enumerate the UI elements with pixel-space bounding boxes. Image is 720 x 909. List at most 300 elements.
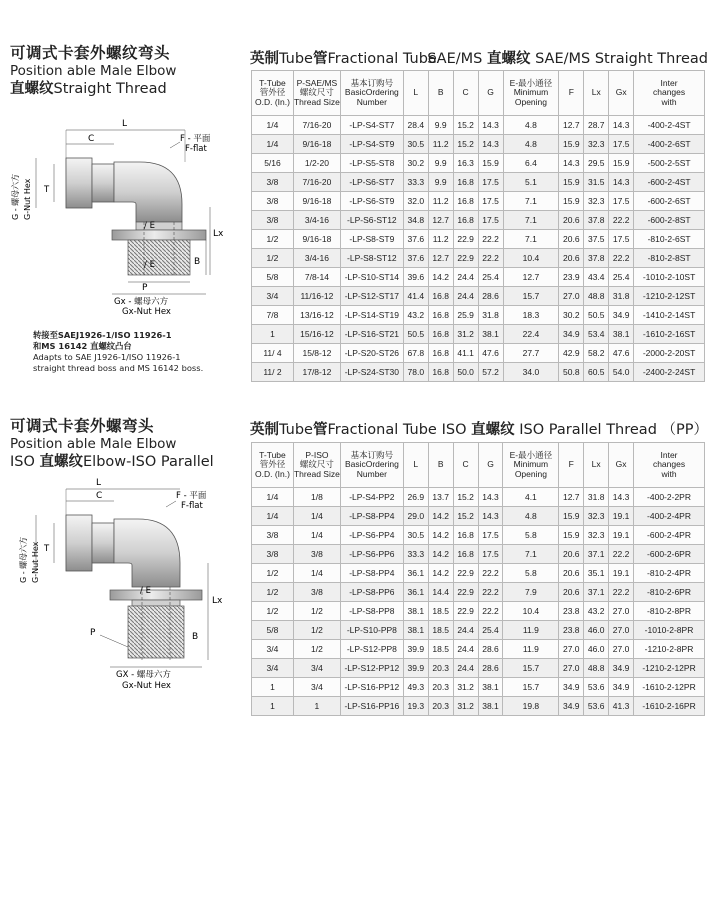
table-cell: 15.2 xyxy=(453,116,478,135)
column-header: L xyxy=(403,443,428,488)
table-cell: 16.8 xyxy=(428,306,453,325)
table-cell: 48.8 xyxy=(584,287,609,306)
table-cell: 34.8 xyxy=(403,211,428,230)
table-cell: 11.9 xyxy=(503,640,559,659)
table-cell: 19.1 xyxy=(609,507,634,526)
table-cell: 4.1 xyxy=(503,488,559,507)
table-cell: 22.9 xyxy=(453,602,478,621)
table-cell: 3/4-16 xyxy=(293,211,340,230)
table-cell: -LP-S8-PP6 xyxy=(340,583,403,602)
table-cell: -400-2-4ST xyxy=(634,116,705,135)
table-cell: 16.8 xyxy=(453,211,478,230)
table-cell: 1/2 xyxy=(252,602,294,621)
table-cell: 7/16-20 xyxy=(293,173,340,192)
table-cell: 27.0 xyxy=(609,640,634,659)
table-cell: -400-2-4PR xyxy=(634,507,705,526)
table-row xyxy=(252,249,705,268)
table-cell: 11.2 xyxy=(428,192,453,211)
table-cell: 1/4 xyxy=(252,507,294,526)
label-g-nut-en: G-Nut Hex xyxy=(31,541,40,583)
table-cell: 7/8-14 xyxy=(293,268,340,287)
table-cell: 38.1 xyxy=(478,697,503,716)
lock-nut xyxy=(110,590,202,600)
table-cell: 16.8 xyxy=(453,526,478,545)
table-cell: 24.4 xyxy=(453,268,478,287)
table-cell: 41.4 xyxy=(403,287,428,306)
table-cell: -LP-S12-PP8 xyxy=(340,640,403,659)
table-row xyxy=(252,268,705,287)
table-cell: -LP-S8-ST12 xyxy=(340,249,403,268)
table-cell: -1010-2-8PR xyxy=(634,621,705,640)
table-cell: 1/2 xyxy=(252,249,294,268)
table-cell: 34.9 xyxy=(609,659,634,678)
table-cell: -LP-S10-PP8 xyxy=(340,621,403,640)
section-title-block xyxy=(10,417,235,471)
subtitle: 直螺纹Straight Thread xyxy=(10,81,167,97)
table-cell: 28.4 xyxy=(403,116,428,135)
table-cell: 14.3 xyxy=(609,173,634,192)
table-cell: 22.9 xyxy=(453,564,478,583)
table-cell: 47.6 xyxy=(609,344,634,363)
table-cell: 47.6 xyxy=(478,344,503,363)
table-cell: -810-2-6ST xyxy=(634,230,705,249)
table-cell: 22.9 xyxy=(453,230,478,249)
table-cell: 36.1 xyxy=(403,564,428,583)
title-en: Position able Male Elbow xyxy=(10,63,177,79)
table-cell: 25.4 xyxy=(609,268,634,287)
table-cell: 15.7 xyxy=(503,287,559,306)
title-cn: 可调式卡套外螺弯头 xyxy=(10,417,155,435)
table-cell: 34.9 xyxy=(559,325,584,344)
spec-table-sae xyxy=(251,70,705,382)
table-cell: 38.1 xyxy=(609,325,634,344)
table-cell: 50.5 xyxy=(403,325,428,344)
table-cell: 1/2 xyxy=(293,602,340,621)
table-cell: 49.3 xyxy=(403,678,428,697)
table-cell: -LP-S24-ST30 xyxy=(340,363,403,382)
table-cell: 9.9 xyxy=(428,173,453,192)
table-cell: 22.2 xyxy=(609,211,634,230)
table-cell: 16.3 xyxy=(453,154,478,173)
table-cell: 7.1 xyxy=(503,211,559,230)
table-cell: 5/16 xyxy=(252,154,294,173)
table-cell: 20.3 xyxy=(428,697,453,716)
dim-B: B xyxy=(194,257,201,267)
table-cell: 14.2 xyxy=(428,564,453,583)
table-cell: 35.1 xyxy=(584,564,609,583)
table-cell: 17.5 xyxy=(478,173,503,192)
table-cell: 39.9 xyxy=(403,640,428,659)
table-cell: 7.1 xyxy=(503,545,559,564)
adapter-note: 转接至SAEJ1926-1/ISO 11926-1 和MS 16142 直螺纹凸台 Adapts to SAE J1926-1/ISO 11926-1 straight thread boss and MS 16142 boss. xyxy=(33,330,204,373)
column-header: C xyxy=(453,443,478,488)
table-header-left: 英制Tube管Fractional Tube xyxy=(250,422,437,438)
column-header: Lx xyxy=(584,443,609,488)
column-header: Inter changes with xyxy=(634,443,705,488)
table-cell: 31.8 xyxy=(584,488,609,507)
table-cell: -810-2-8ST xyxy=(634,249,705,268)
column-header: L xyxy=(403,71,428,116)
table-cell: 15.9 xyxy=(609,154,634,173)
table-cell: -1210-2-8PR xyxy=(634,640,705,659)
table-cell: 14.2 xyxy=(428,545,453,564)
table-cell: 10.4 xyxy=(503,249,559,268)
table-cell: 14.3 xyxy=(478,116,503,135)
table-cell: 46.0 xyxy=(584,640,609,659)
table-cell: -LP-S10-ST14 xyxy=(340,268,403,287)
table-cell: 25.4 xyxy=(478,621,503,640)
table-cell: 27.7 xyxy=(503,344,559,363)
table-cell: 1/2 xyxy=(293,640,340,659)
table-cell: 11/16-12 xyxy=(293,287,340,306)
nut-shape xyxy=(66,158,92,208)
table-cell: -600-2-4ST xyxy=(634,173,705,192)
column-header: Gx xyxy=(609,443,634,488)
table-cell: 28.6 xyxy=(478,640,503,659)
label-g-nut: G - 螺母六方 xyxy=(11,173,20,220)
column-header: G xyxy=(478,443,503,488)
table-cell: -LP-S5-ST8 xyxy=(340,154,403,173)
table-cell: 37.8 xyxy=(584,211,609,230)
table-cell: 17.5 xyxy=(609,192,634,211)
table-cell: 3/8 xyxy=(252,173,294,192)
table-cell: 22.2 xyxy=(478,602,503,621)
table-row xyxy=(252,659,705,678)
table-cell: 22.2 xyxy=(609,249,634,268)
table-row xyxy=(252,545,705,564)
table-cell: 3/4 xyxy=(293,678,340,697)
table-cell: 12.7 xyxy=(428,249,453,268)
table-cell: 53.4 xyxy=(584,325,609,344)
table-cell: 9/16-18 xyxy=(293,192,340,211)
table-cell: 13/16-12 xyxy=(293,306,340,325)
table-cell: 1/2-20 xyxy=(293,154,340,173)
table-cell: 32.3 xyxy=(584,526,609,545)
table-cell: 13.7 xyxy=(428,488,453,507)
table-cell: 30.5 xyxy=(403,135,428,154)
label-gx-nut-en: Gx-Nut Hex xyxy=(122,307,171,317)
table-cell: 4.8 xyxy=(503,135,559,154)
table-cell: 15.9 xyxy=(559,526,584,545)
label-gx-nut: Gx - 螺母六方 xyxy=(114,297,169,307)
table-cell: 48.8 xyxy=(584,659,609,678)
title-en: Position able Male Elbow xyxy=(10,436,177,452)
table-cell: 12.7 xyxy=(559,488,584,507)
table-cell: 3/8 xyxy=(293,545,340,564)
section-sae-ms-straight xyxy=(0,0,720,400)
elbow-diagram xyxy=(10,112,230,327)
table-cell: 30.5 xyxy=(403,526,428,545)
table-cell: 16.8 xyxy=(453,192,478,211)
table-cell: 16.8 xyxy=(428,325,453,344)
table-cell: 5.1 xyxy=(503,173,559,192)
table-cell: 37.6 xyxy=(403,230,428,249)
table-cell: 41.1 xyxy=(453,344,478,363)
table-row xyxy=(252,135,705,154)
table-cell: 1/4 xyxy=(293,507,340,526)
table-cell: 28.6 xyxy=(478,287,503,306)
table-cell: 1/2 xyxy=(252,583,294,602)
table-cell: -LP-S16-PP16 xyxy=(340,697,403,716)
table-cell: 1/4 xyxy=(252,135,294,154)
table-cell: 17.5 xyxy=(478,526,503,545)
dim-L: L xyxy=(122,119,128,129)
table-cell: 34.9 xyxy=(559,697,584,716)
column-header: P-SAE/MS 螺纹尺寸 Thread Size xyxy=(293,71,340,116)
table-cell: 1/4 xyxy=(252,116,294,135)
column-header: Lx xyxy=(584,71,609,116)
table-cell: -600-2-6ST xyxy=(634,192,705,211)
table-cell: 1 xyxy=(252,678,294,697)
table-cell: -LP-S6-PP6 xyxy=(340,545,403,564)
table-cell: 32.3 xyxy=(584,192,609,211)
table-cell: 15.2 xyxy=(453,507,478,526)
table-cell: 19.1 xyxy=(609,526,634,545)
table-cell: 41.3 xyxy=(609,697,634,716)
table-cell: -1010-2-10ST xyxy=(634,268,705,287)
table-row xyxy=(252,325,705,344)
dim-T: T xyxy=(44,185,50,195)
table-cell: -810-2-6PR xyxy=(634,583,705,602)
table-cell: 53.6 xyxy=(584,697,609,716)
table-cell: 31.2 xyxy=(453,697,478,716)
table-cell: 11.2 xyxy=(428,135,453,154)
table-cell: 14.3 xyxy=(609,488,634,507)
table-cell: 15.7 xyxy=(503,678,559,697)
table-cell: 11.2 xyxy=(428,230,453,249)
table-cell: 5/8 xyxy=(252,268,294,287)
table-cell: 20.3 xyxy=(428,678,453,697)
table-cell: 1/2 xyxy=(252,230,294,249)
table-cell: 3/4 xyxy=(252,287,294,306)
table-cell: 29.0 xyxy=(403,507,428,526)
table-cell: 27.0 xyxy=(559,640,584,659)
column-header: 基本订购号 BasicOrdering Number xyxy=(340,71,403,116)
table-cell: -LP-S4-PP2 xyxy=(340,488,403,507)
table-cell: -LP-S12-PP12 xyxy=(340,659,403,678)
table-cell: -LP-S6-ST7 xyxy=(340,173,403,192)
table-cell: 19.3 xyxy=(403,697,428,716)
table-cell: 42.9 xyxy=(559,344,584,363)
table-cell: 43.2 xyxy=(584,602,609,621)
table-cell: 3/8 xyxy=(252,526,294,545)
table-row xyxy=(252,211,705,230)
table-cell: 3/4 xyxy=(293,659,340,678)
table-cell: 1 xyxy=(252,697,294,716)
column-header: G xyxy=(478,71,503,116)
dim-E: / E xyxy=(144,221,155,231)
dim-B: B xyxy=(192,632,199,642)
column-header: T-Tube 管外径 O.D. (In.) xyxy=(252,443,294,488)
table-cell: 78.0 xyxy=(403,363,428,382)
table-cell: 37.1 xyxy=(584,583,609,602)
table-header-right: SAE/MS 直螺纹 SAE/MS Straight Thread xyxy=(427,51,708,67)
table-cell: 43.4 xyxy=(584,268,609,287)
table-cell: 25.4 xyxy=(478,268,503,287)
elbow-body xyxy=(114,162,182,222)
table-cell: 37.5 xyxy=(584,230,609,249)
label-gx-nut: GX - 螺母六方 xyxy=(116,670,171,680)
elbow-diagram xyxy=(10,475,230,700)
table-cell: -1610-2-12PR xyxy=(634,678,705,697)
table-cell: 39.9 xyxy=(403,659,428,678)
table-row xyxy=(252,583,705,602)
table-cell: 22.2 xyxy=(478,249,503,268)
table-cell: 24.4 xyxy=(453,640,478,659)
table-cell: 1/4 xyxy=(293,564,340,583)
table-cell: 14.2 xyxy=(428,507,453,526)
table-cell: 7.1 xyxy=(503,192,559,211)
table-header-right: ISO 直螺纹 ISO Parallel Thread （PP） xyxy=(441,422,708,438)
table-cell: -LP-S4-ST9 xyxy=(340,135,403,154)
table-row xyxy=(252,287,705,306)
table-row xyxy=(252,363,705,382)
table-cell: 18.5 xyxy=(428,602,453,621)
table-cell: 53.6 xyxy=(584,678,609,697)
table-cell: 17.5 xyxy=(609,135,634,154)
column-header: E-最小通径 Minimum Opening xyxy=(503,443,559,488)
table-row xyxy=(252,173,705,192)
table-cell: 39.6 xyxy=(403,268,428,287)
table-cell: 16.8 xyxy=(428,287,453,306)
table-row xyxy=(252,697,705,716)
table-cell: 1/2 xyxy=(293,621,340,640)
table-cell: 32.3 xyxy=(584,135,609,154)
label-f-flat-en: F-flat xyxy=(185,144,207,154)
dim-P: P xyxy=(142,283,148,293)
column-header: C xyxy=(453,71,478,116)
table-cell: 5.8 xyxy=(503,526,559,545)
dim-C: C xyxy=(88,134,95,144)
table-cell: 15.9 xyxy=(559,135,584,154)
table-cell: -1210-2-12PR xyxy=(634,659,705,678)
table-cell: 9.9 xyxy=(428,154,453,173)
table-cell: 17.5 xyxy=(478,211,503,230)
table-cell: 1/4 xyxy=(252,488,294,507)
table-cell: 20.6 xyxy=(559,564,584,583)
table-cell: 7.1 xyxy=(503,230,559,249)
table-cell: 19.1 xyxy=(609,564,634,583)
table-cell: 15/16-12 xyxy=(293,325,340,344)
table-cell: 38.1 xyxy=(403,621,428,640)
table-header-row xyxy=(252,443,705,488)
section-iso-parallel xyxy=(0,405,720,745)
column-header: B xyxy=(428,443,453,488)
dim-E: / E xyxy=(140,586,151,596)
table-cell: 15.9 xyxy=(559,507,584,526)
dim-P: P xyxy=(90,628,96,638)
table-cell: 9.9 xyxy=(428,116,453,135)
table-cell: 5/8 xyxy=(252,621,294,640)
table-cell: 12.7 xyxy=(559,116,584,135)
table-cell: 16.8 xyxy=(453,545,478,564)
table-cell: 22.2 xyxy=(478,583,503,602)
table-cell: 14.3 xyxy=(609,116,634,135)
table-cell: 17.5 xyxy=(478,545,503,564)
table-cell: -LP-S6-ST9 xyxy=(340,192,403,211)
table-cell: 18.5 xyxy=(428,640,453,659)
table-cell: 14.3 xyxy=(559,154,584,173)
table-cell: 1/8 xyxy=(293,488,340,507)
table-cell: -LP-S8-ST9 xyxy=(340,230,403,249)
dim-T: T xyxy=(44,544,50,554)
table-cell: 14.2 xyxy=(428,526,453,545)
column-header: P-ISO 螺纹尺寸 Thread Size xyxy=(293,443,340,488)
table-cell: 14.3 xyxy=(478,135,503,154)
table-cell: 34.9 xyxy=(609,678,634,697)
table-cell: 30.2 xyxy=(559,306,584,325)
table-cell: 4.8 xyxy=(503,507,559,526)
label-f-flat: F - 平面 xyxy=(180,134,211,144)
table-cell: 38.1 xyxy=(403,602,428,621)
table-cell: 11.9 xyxy=(503,621,559,640)
table-cell: 37.8 xyxy=(584,249,609,268)
thread-portion xyxy=(128,240,190,275)
nut-shape xyxy=(66,515,92,571)
table-cell: 7/8 xyxy=(252,306,294,325)
table-row xyxy=(252,678,705,697)
table-row xyxy=(252,526,705,545)
table-cell: 50.5 xyxy=(584,306,609,325)
subtitle: ISO 直螺纹Elbow-ISO Parallel xyxy=(10,454,214,470)
table-cell: 15/8-12 xyxy=(293,344,340,363)
table-cell: 25.9 xyxy=(453,306,478,325)
table-cell: 14.3 xyxy=(478,507,503,526)
table-cell: 17/8-12 xyxy=(293,363,340,382)
table-cell: -400-2-2PR xyxy=(634,488,705,507)
table-cell: -1210-2-12ST xyxy=(634,287,705,306)
table-cell: 1 xyxy=(293,697,340,716)
table-cell: 22.2 xyxy=(478,564,503,583)
table-cell: -810-2-8PR xyxy=(634,602,705,621)
table-row xyxy=(252,602,705,621)
table-cell: 38.1 xyxy=(478,678,503,697)
column-header: 基本订购号 BasicOrdering Number xyxy=(340,443,403,488)
table-cell: 22.2 xyxy=(478,230,503,249)
table-cell: -LP-S16-ST21 xyxy=(340,325,403,344)
table-cell: 20.3 xyxy=(428,659,453,678)
table-cell: 28.6 xyxy=(478,659,503,678)
table-cell: 38.1 xyxy=(478,325,503,344)
table-row xyxy=(252,344,705,363)
table-cell: 15.9 xyxy=(559,192,584,211)
table-cell: -LP-S12-ST17 xyxy=(340,287,403,306)
table-row xyxy=(252,564,705,583)
column-header: F xyxy=(559,443,584,488)
table-cell: 31.2 xyxy=(453,678,478,697)
table-cell: 12.7 xyxy=(503,268,559,287)
column-header: Inter changes with xyxy=(634,71,705,116)
dim-L: L xyxy=(96,478,102,488)
column-header: E-最小通径 Minimum Opening xyxy=(503,71,559,116)
title-cn: 可调式卡套外螺纹弯头 xyxy=(10,44,171,62)
table-cell: -LP-S8-PP4 xyxy=(340,564,403,583)
table-cell: 58.2 xyxy=(584,344,609,363)
table-cell: 22.2 xyxy=(609,583,634,602)
table-cell: 17.5 xyxy=(609,230,634,249)
table-cell: 43.2 xyxy=(403,306,428,325)
table-cell: 20.6 xyxy=(559,249,584,268)
table-cell: 15.2 xyxy=(453,135,478,154)
label-g-nut: G - 螺母六方 xyxy=(19,536,28,583)
table-cell: 19.8 xyxy=(503,697,559,716)
table-row xyxy=(252,306,705,325)
table-cell: -LP-S20-ST26 xyxy=(340,344,403,363)
table-cell: -600-2-6PR xyxy=(634,545,705,564)
table-cell: 16.8 xyxy=(428,344,453,363)
table-cell: -LP-S6-PP4 xyxy=(340,526,403,545)
table-cell: 15.2 xyxy=(453,488,478,507)
